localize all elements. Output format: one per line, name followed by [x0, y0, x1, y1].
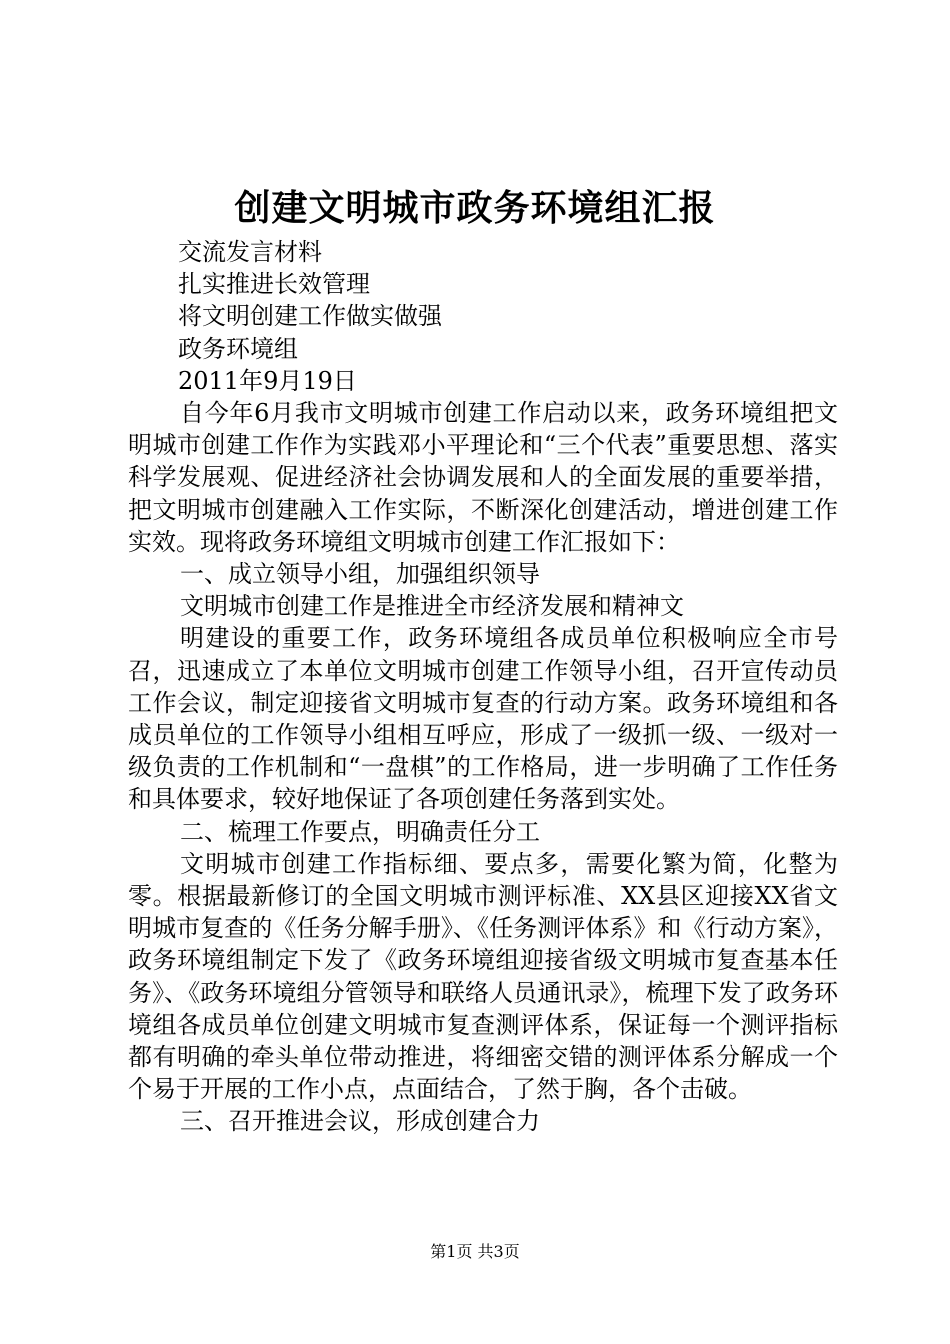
- heading-line-subtitle-2: 将文明创建工作做实做强: [178, 302, 442, 331]
- paragraph-section-2: 文明城市创建工作指标细、要点多，需要化繁为简，化整为零。根据最新修订的全国文明城市测评标准、XX县区迎接XX省文明城市复查的《任务分解手册》、《任务测评体系》和《行动方案》，政务环境组制定下发了《政务环境组迎接省级文明城市复查基本任务》、《政务环境组分管领导和联络人员通讯录》，梳理下发了政务环境组各成员单位创建文明城市复查测评体系，保证每一个测评指标都有明确的牵头单位带动推进，将细密交错的测评体系分解成一个个易于开展的工作小点，点面结合，了然于胸，各个击破。: [128, 849, 838, 1104]
- page-footer: 第1页 共3页: [430, 1242, 520, 1261]
- section-heading-2: 二、梳理工作要点，明确责任分工: [180, 817, 540, 846]
- heading-line-date: 2011年9月19日: [178, 366, 357, 395]
- paragraph-section-1a: 文明城市创建工作是推进全市经济发展和精神文: [180, 592, 684, 621]
- paragraph-section-1b: 明建设的重要工作，政务环境组各成员单位积极响应全市号召，迅速成立了本单位文明城市创建工作领导小组，召开宣传动员工作会议，制定迎接省文明城市复查的行动方案。政务环境组和各成员单位的工作领导小组相互呼应，形成了一级抓一级、一级对一级负责的工作机制和“一盘棋”的工作格局，进一步明确了工作任务和具体要求，较好地保证了各项创建任务落到实处。: [128, 624, 838, 814]
- heading-line-material-type: 交流发言材料: [178, 238, 322, 266]
- document-title: 创建文明城市政务环境组汇报: [234, 187, 716, 229]
- section-heading-1: 一、成立领导小组，加强组织领导: [180, 560, 540, 589]
- document-body: [128, 236, 838, 1138]
- section-heading-3: 三、召开推进会议，形成创建合力: [180, 1107, 540, 1136]
- heading-line-subtitle-1: 扎实推进长效管理: [178, 270, 370, 299]
- heading-line-author: 政务环境组: [178, 334, 298, 363]
- paragraph-intro: 自今年6月我市文明城市创建工作启动以来，政务环境组把文明城市创建工作作为实践邓小平理论和“三个代表”重要思想、落实科学发展观、促进经济社会协调发展和人的全面发展的重要举措，把文明城市创建融入工作实际，不断深化创建活动，增进创建工作实效。现将政务环境组文明城市创建工作汇报如下：: [128, 399, 838, 556]
